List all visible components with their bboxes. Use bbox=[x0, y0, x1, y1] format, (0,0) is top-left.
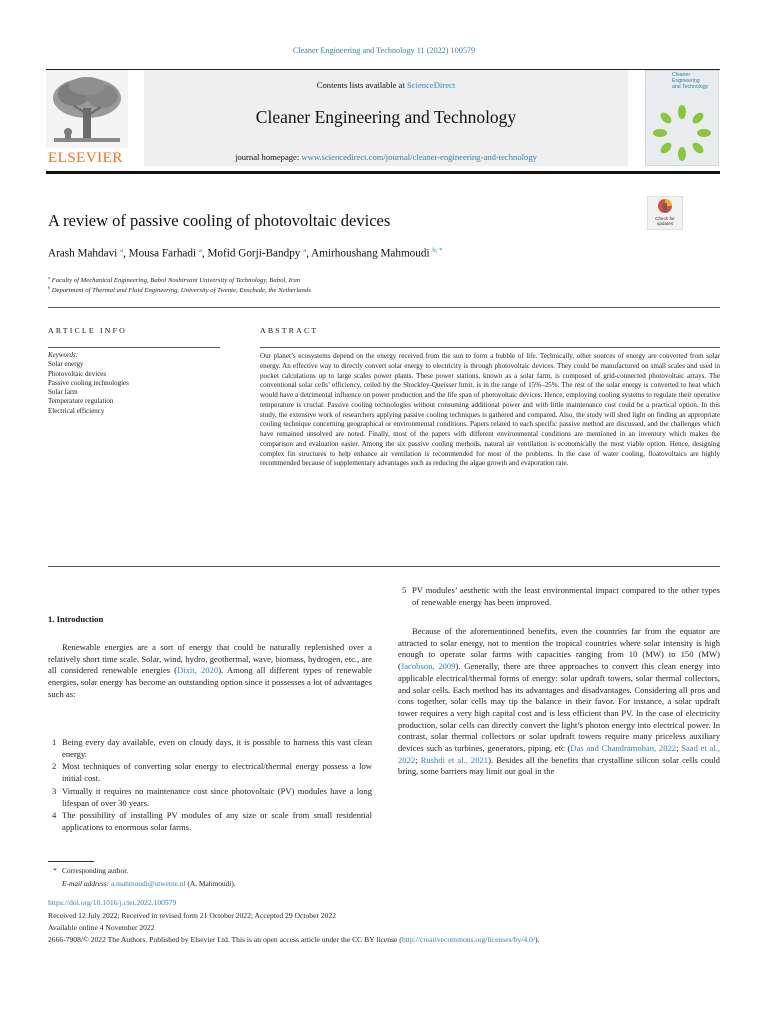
license-text: 2666-7908/© 2022 The Authors. Published by Elsevier Ltd. This is an open access article under the CC BY license ( bbox=[48, 935, 402, 944]
section-rule bbox=[48, 307, 720, 308]
list-text: Virtually it requires no maintenance cost since photovoltaic (PV) modules have a long lifespan of over 30 years. bbox=[62, 785, 372, 808]
list-text: Most techniques of converting solar energy to electrical/thermal energy possess a low initial cost. bbox=[62, 761, 372, 784]
author-name: Amirhoushang Mahmoudi bbox=[311, 247, 430, 260]
list-number: 4 bbox=[52, 810, 57, 821]
citation-link[interactable]: Dixit, 2020 bbox=[177, 665, 219, 676]
contents-prefix: Contents lists available at bbox=[316, 80, 405, 90]
masthead-bottom-rule bbox=[46, 171, 720, 174]
advantages-list-continued bbox=[398, 585, 720, 609]
footnote-mark: * bbox=[53, 866, 57, 875]
citation-link[interactable]: Saad et al., 2022 bbox=[398, 743, 720, 765]
license-link[interactable]: http://creativecommons.org/licenses/by/4.0/ bbox=[401, 935, 535, 944]
cover-title-line: Cleaner bbox=[672, 72, 691, 78]
paragraph-text: ; bbox=[676, 743, 682, 754]
list-text: PV modules’ aesthetic with the least environmental impact compared to the other types of renewable energy has been improved. bbox=[412, 585, 720, 607]
abstract-heading: ABSTRACT bbox=[260, 326, 319, 335]
citation-link[interactable]: Das and Chandramohan, 2022 bbox=[570, 743, 677, 754]
running-header[interactable]: Cleaner Engineering and Technology 11 (2022) 100579 bbox=[292, 46, 476, 55]
sciencedirect-link[interactable]: ScienceDirect bbox=[407, 80, 456, 90]
affiliation-mark[interactable]: a bbox=[198, 247, 202, 254]
received-dates: Received 12 July 2022; Received in revised form 21 October 2022; Accepted 29 October 2022 bbox=[48, 911, 337, 920]
abstract-rule bbox=[260, 347, 720, 348]
footnote-text: Corresponding author. bbox=[62, 866, 129, 875]
article-info-heading: ARTICLE INFO bbox=[48, 326, 127, 335]
list-item bbox=[48, 810, 372, 833]
contents-line bbox=[144, 80, 628, 90]
corresponding-author-note bbox=[48, 866, 128, 875]
keyword-item: Electrical efficiency bbox=[48, 406, 105, 415]
homepage-label: journal homepage: bbox=[235, 152, 300, 162]
list-item bbox=[398, 585, 720, 608]
doi-link[interactable]: https://doi.org/10.1016/j.clet.2022.100579 bbox=[48, 898, 177, 907]
cover-title bbox=[672, 73, 718, 90]
license-text: ). bbox=[534, 935, 540, 944]
article-title: A review of passive cooling of photovoltaic devices bbox=[48, 211, 391, 230]
affiliation-text: Department of Thermal and Fluid Engineering, University of Twente, Enschede, the Netherlands bbox=[51, 287, 311, 295]
cover-wheel-graphic bbox=[650, 104, 714, 162]
journal-homepage-line bbox=[144, 152, 628, 162]
paragraph-text: Renewable energies are a sort of energy that could be naturally replenished over a relatively short time scale. Solar, wind, hydro, geothermal, wave, biomass, hydrogen, etc., are all considered renewable energies ( bbox=[48, 642, 372, 676]
list-item bbox=[48, 761, 372, 784]
keywords-block bbox=[48, 351, 220, 416]
intro-paragraph bbox=[48, 642, 372, 701]
affiliation-label: a bbox=[48, 275, 51, 280]
section-rule bbox=[48, 566, 720, 567]
crossmark-label-line: updates bbox=[656, 221, 674, 226]
keyword-item: Temperature regulation bbox=[48, 397, 114, 406]
introduction-heading: 1. Introduction bbox=[48, 614, 104, 624]
author-name: Mofid Gorji-Bandpy bbox=[207, 247, 301, 260]
homepage-link[interactable]: www.sciencedirect.com/journal/cleaner-engineering-and-technology bbox=[301, 152, 537, 162]
article-info-rule bbox=[48, 347, 220, 348]
paragraph-text: ). Among all different types of renewable energies, solar energy has become an outstanding option since it possesses a lot of advantages such as: bbox=[48, 665, 372, 699]
author-name: Arash Mahdavi bbox=[48, 247, 118, 260]
cover-title-line: and Technology bbox=[672, 83, 709, 90]
affiliation-mark[interactable]: a bbox=[303, 247, 307, 254]
list-item bbox=[48, 786, 372, 809]
author-list: Arash Mahdavi $^a$, Mousa Farhadi $^a$, Mofid Gorji-Bandpy $^a$, Amirhoushang Mahmoudi $^{b, *}$ bbox=[48, 247, 443, 260]
email-link[interactable]: a.mahmoudi@utwente.nl bbox=[111, 879, 186, 888]
crossmark-label-line: Check for bbox=[655, 216, 675, 221]
list-text: Being every day available, even on cloudy days, it is possible to harness this vast clean energy. bbox=[62, 737, 372, 759]
intro-paragraph bbox=[398, 626, 720, 778]
paragraph-text: ). Generally, there are three approaches to convert this clean energy into applicable electrical/thermal forms of energy: solar updraft towers, solar thermal collectors, and solar cells. Each method has its advantages and disadvantages. Considering all pros and cons together, solar cells may tip the balance in their favor. For instance, a solar updraft tower requires a very high capital cost and is less efficient than PV. In the case of electricity production, solar cells can directly convert the light’s photon energy into electrical power. In contrast, solar thermal collectors or solar updraft towers require many priceless auxiliary devices such as turbines, generators, piping, etc ( bbox=[398, 661, 720, 754]
affiliation-mark[interactable]: a bbox=[120, 247, 124, 254]
email-label: E-mail address: bbox=[62, 879, 110, 888]
paragraph-text: Because of the aforementioned benefits, even the countries far from the equator are attracted to solar energy, not to mention the tropical countries where solar intensity is high enough to operate solar farms with capacities ranging from 10 (MW) to 150 (MW) ( bbox=[398, 626, 720, 672]
footnote-rule bbox=[48, 861, 94, 862]
list-number: 3 bbox=[52, 785, 57, 796]
advantages-list bbox=[48, 737, 372, 835]
keywords-label: Keywords: bbox=[48, 351, 79, 359]
list-number: 1 bbox=[52, 737, 57, 747]
journal-title: Cleaner Engineering and Technology bbox=[255, 107, 517, 127]
affiliation bbox=[48, 275, 300, 284]
license-line bbox=[48, 935, 728, 944]
email-owner: (A. Mahmoudi). bbox=[185, 879, 236, 888]
email-note bbox=[48, 879, 236, 888]
check-for-updates-icon[interactable] bbox=[647, 196, 683, 230]
list-text: The possibility of installing PV modules of any size or scale from small residential applications to enormous solar farms. bbox=[62, 810, 372, 832]
keyword-item: Solar farm bbox=[48, 388, 78, 397]
affiliation-mark[interactable]: b, * bbox=[432, 247, 443, 254]
list-number: 5 bbox=[402, 585, 407, 595]
cover-title-line: Engineering bbox=[672, 77, 700, 84]
paragraph-text: ). Besides all the benefits that crystalline silicon solar cells could bring, some barriers may limit our goal in the bbox=[398, 754, 720, 777]
citation-link[interactable]: Rushdi et al., 2021 bbox=[420, 754, 489, 765]
keyword-item: Passive cooling technologies bbox=[48, 378, 129, 387]
list-number: 2 bbox=[52, 761, 57, 772]
author-name: Mousa Farhadi bbox=[128, 247, 197, 260]
list-item bbox=[48, 737, 372, 760]
elsevier-wordmark: ELSEVIER bbox=[48, 150, 123, 166]
keyword-item: Photovoltaic devices bbox=[48, 369, 107, 378]
affiliation-text: Faculty of Mechanical Engineering, Babol Noshirvani University of Technology, Babol, Iran bbox=[51, 277, 301, 285]
available-online-date: Available online 4 November 2022 bbox=[48, 923, 155, 932]
citation-link[interactable]: Jacobson, 2009 bbox=[400, 661, 456, 672]
paragraph-text: ; bbox=[415, 754, 421, 765]
keyword-item: Solar energy bbox=[48, 360, 84, 369]
affiliation bbox=[48, 285, 311, 294]
abstract-text: Our planet’s ecosystems depend on the energy received from the sun to form a bubble of life. Technically, other sources of energy are converted from solar energy. An effective way to directly convert solar energy to electricity is through photovoltaic devices. They could be manufactured on small scales and used in pocket calculations up to large scales power plants. These power stations, known as a solar farm, is composed of grid-connected photovoltaic arrays. The conventional solar cells’ efficiency, ceiled by the Shockley-Queisser limit, is in the range of 15%–25%. The rest of the solar energy is converted to heat which would have a detrimental influence on power production and the life span of photovoltaic devices. Hence, employing cooling systems to regulate their operative temperature is crucial. Passive cooling technologies without consuming additional power and with little maintenance cost could be a practical option. In this study, the extensive work of researchers applying passive cooling techniques is gathered and compared. Also, the study will shed light on finding an appropriate cooling technique concerning geographical or environmental conditions. Papers related to each specific passive method are discussed, and the challenges which have remained unsolved are noted. Finally, most of the papers with different environmental conditions are mentioned in an inventory which makes the comparison and evaluation easier. Among the six passive cooling methods, natural air ventilation is economically the most viable option. Hence, designing complex fin structures to help enhance air ventilation is recommended for most of the problems. In the case of water cooling, floatovoltaics are highly recommended because of supplementary advantages such as reducing the algae growth and evaporation rate. bbox=[260, 352, 720, 468]
affiliation-label: b bbox=[48, 285, 51, 290]
